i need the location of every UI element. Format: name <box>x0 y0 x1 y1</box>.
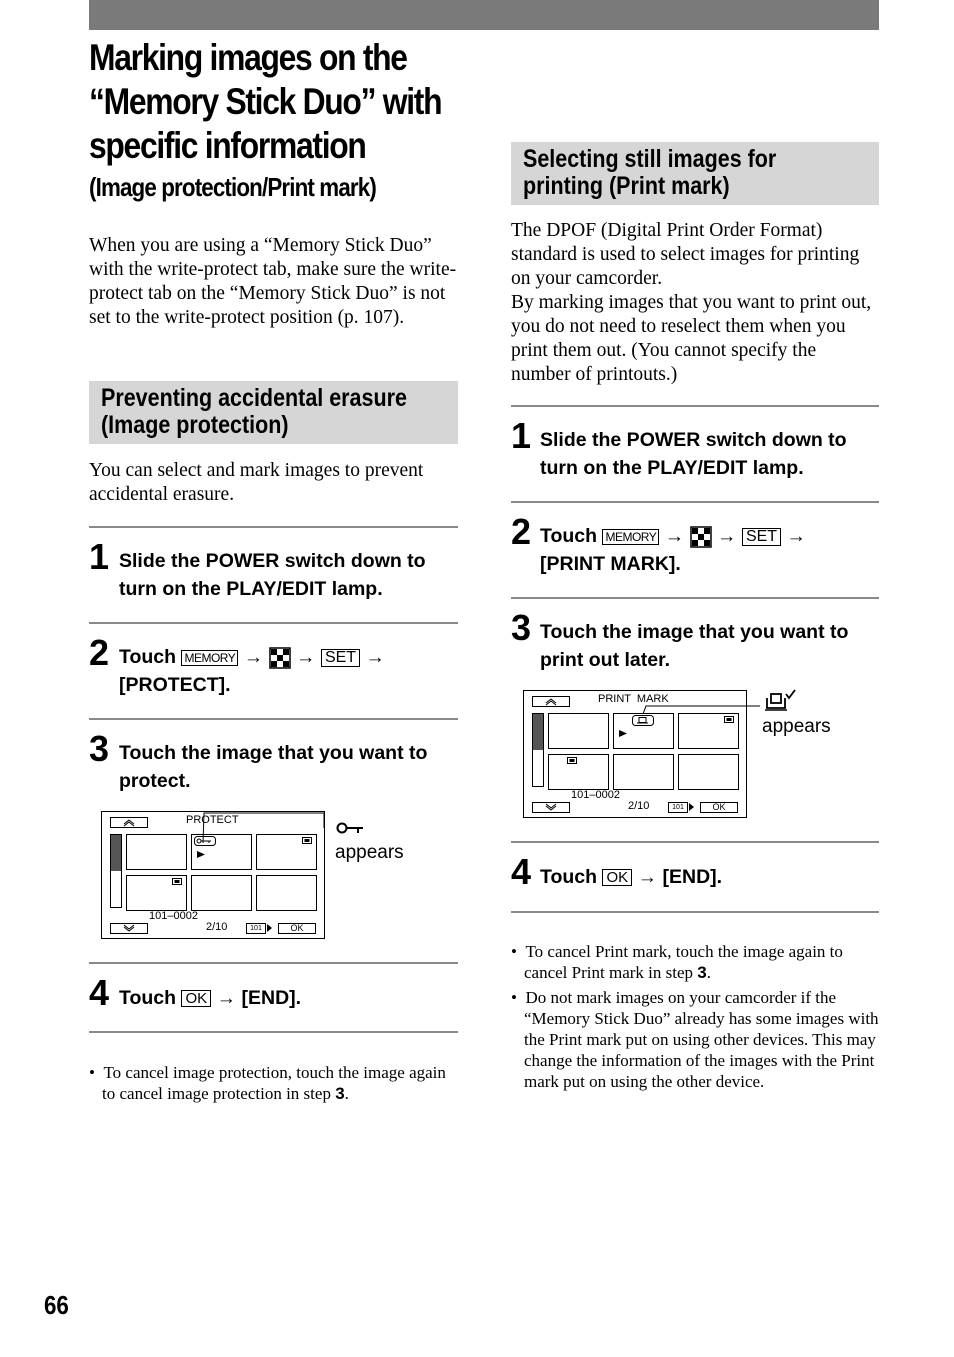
thumbnail[interactable] <box>548 754 609 790</box>
scroll-up-button[interactable] <box>110 817 148 828</box>
page-number: 66 <box>44 1290 69 1320</box>
print-description: The DPOF (Digital Print Order Format) standard is used to select images for printing on your camcorder. By marking images that you want to print out, you do not need to reselect them when you print them out. (You cannot specify the number of printouts.) <box>511 220 872 385</box>
scrollbar-thumb[interactable] <box>111 835 121 871</box>
film-icon <box>172 878 182 885</box>
play-icon <box>619 730 627 737</box>
divider <box>511 911 879 913</box>
ok-button[interactable]: OK <box>181 990 211 1007</box>
chevron-up-icon <box>544 697 558 706</box>
thumbnail[interactable] <box>678 754 739 790</box>
screen-title: PROTECT <box>186 814 239 826</box>
scroll-down-button[interactable] <box>532 802 570 813</box>
arrow-icon: → <box>365 646 385 668</box>
print-notes <box>511 941 879 1096</box>
chevron-down-icon <box>544 803 558 812</box>
section-heading-print: Selecting still images for printing (Print mark) <box>511 142 879 205</box>
appears-label: appears <box>335 842 404 863</box>
thumbnail[interactable] <box>613 754 674 790</box>
list-item: • To cancel Print mark, touch the image again to cancel Print mark in step 3. <box>511 942 843 982</box>
step-text: Touch the image that you want to protect. <box>119 742 428 792</box>
triangle-right-icon <box>267 924 272 932</box>
index-view-icon[interactable] <box>269 647 291 669</box>
image-counter: 2/10 <box>628 800 650 812</box>
scrollbar[interactable] <box>110 834 122 908</box>
set-button[interactable]: SET <box>321 649 360 667</box>
divider <box>511 501 879 503</box>
arrow-icon: → <box>786 525 806 547</box>
folder-number: 101–0002 <box>571 789 620 801</box>
appears-label: appears <box>762 716 831 737</box>
callout-line <box>630 700 770 720</box>
step-text: Touch OK → [END]. <box>540 866 723 888</box>
title-line-2: “Memory Stick Duo” with <box>89 81 442 122</box>
index-view-icon[interactable] <box>690 526 712 548</box>
header-bar <box>89 0 879 30</box>
thumbnail[interactable] <box>191 875 252 911</box>
title-line-3: specific information <box>89 125 366 166</box>
divider <box>89 718 458 720</box>
memory-button[interactable]: MEMORY <box>181 650 238 666</box>
title-line-1: Marking images on the <box>89 37 407 78</box>
divider <box>511 597 879 599</box>
image-counter: 2/10 <box>206 921 228 933</box>
scroll-up-button[interactable] <box>532 696 570 707</box>
list-item: • To cancel image protection, touch the image again to cancel image protection in step 3. <box>89 1063 446 1103</box>
divider <box>511 841 879 843</box>
step-text: Touch the image that you want to print out later. <box>540 621 849 671</box>
divider <box>89 962 458 964</box>
step-number: 4 <box>89 972 110 1013</box>
divider <box>511 405 879 407</box>
list-item: • Do not mark images on your camcorder if the “Memory Stick Duo” already has some images with the Print mark put on using other devices. This may change the information of the images with the Print mark put on using the other device. <box>511 988 879 1091</box>
callout-line <box>190 810 330 850</box>
arrow-icon: → <box>637 866 658 888</box>
chevron-down-icon <box>122 924 136 933</box>
protect-notes <box>89 1062 458 1108</box>
step-number: 2 <box>511 511 532 552</box>
step-text: Slide the POWER switch down to turn on the PLAY/EDIT lamp. <box>119 550 426 600</box>
folder-badge[interactable]: 101 <box>668 802 688 813</box>
memory-button[interactable]: MEMORY <box>602 529 659 545</box>
scrollbar[interactable] <box>532 713 544 787</box>
step-number: 4 <box>511 851 532 892</box>
step-number: 3 <box>89 728 110 769</box>
play-icon <box>197 851 205 858</box>
section-heading-protect: Preventing accidental erasure (Image protection) <box>89 381 458 444</box>
arrow-icon: → <box>243 646 264 668</box>
divider <box>89 526 458 528</box>
thumbnail[interactable] <box>256 875 317 911</box>
key-icon <box>336 821 364 835</box>
step-text: Slide the POWER switch down to turn on the PLAY/EDIT lamp. <box>540 429 847 479</box>
step-number: 3 <box>511 607 532 648</box>
step-number: 1 <box>89 536 110 577</box>
thumbnail[interactable] <box>126 875 187 911</box>
folder-number: 101–0002 <box>149 910 198 922</box>
step-number: 1 <box>511 415 532 456</box>
intro-paragraph: When you are using a “Memory Stick Duo” with the write-protect tab, make sure the write-protect tab on the “Memory Stick Duo” is not set to the write-protect position (p. 107). <box>89 235 457 328</box>
arrow-icon: → <box>717 525 737 547</box>
ok-button[interactable]: OK <box>278 923 316 934</box>
step-text: Touch MEMORY → → SET → [PROTECT]. <box>119 646 385 696</box>
ok-button[interactable]: OK <box>700 802 738 813</box>
divider <box>89 1031 458 1033</box>
step-text: Touch MEMORY → → SET → [PRINT MARK]. <box>540 525 806 575</box>
protect-description: You can select and mark images to prevent accidental erasure. <box>89 460 424 505</box>
set-button[interactable]: SET <box>742 528 781 546</box>
ok-button[interactable]: OK <box>602 869 632 886</box>
arrow-icon: → <box>216 987 237 1009</box>
scroll-down-button[interactable] <box>110 923 148 934</box>
thumbnail[interactable] <box>126 834 187 870</box>
divider <box>89 622 458 624</box>
folder-badge[interactable]: 101 <box>246 923 266 934</box>
print-mark-icon <box>763 688 797 712</box>
page-subtitle: (Image protection/Print mark) <box>89 172 376 202</box>
step-number: 2 <box>89 632 110 673</box>
step-text: Touch OK → [END]. <box>119 987 302 1009</box>
screen-title: PRINT MARK <box>598 693 669 705</box>
triangle-right-icon <box>689 803 694 811</box>
scrollbar-thumb[interactable] <box>533 714 543 750</box>
arrow-icon: → <box>296 646 316 668</box>
chevron-up-icon <box>122 818 136 827</box>
film-icon <box>567 757 577 764</box>
arrow-icon: → <box>664 525 685 547</box>
page-title <box>89 36 442 168</box>
thumbnail[interactable] <box>548 713 609 749</box>
